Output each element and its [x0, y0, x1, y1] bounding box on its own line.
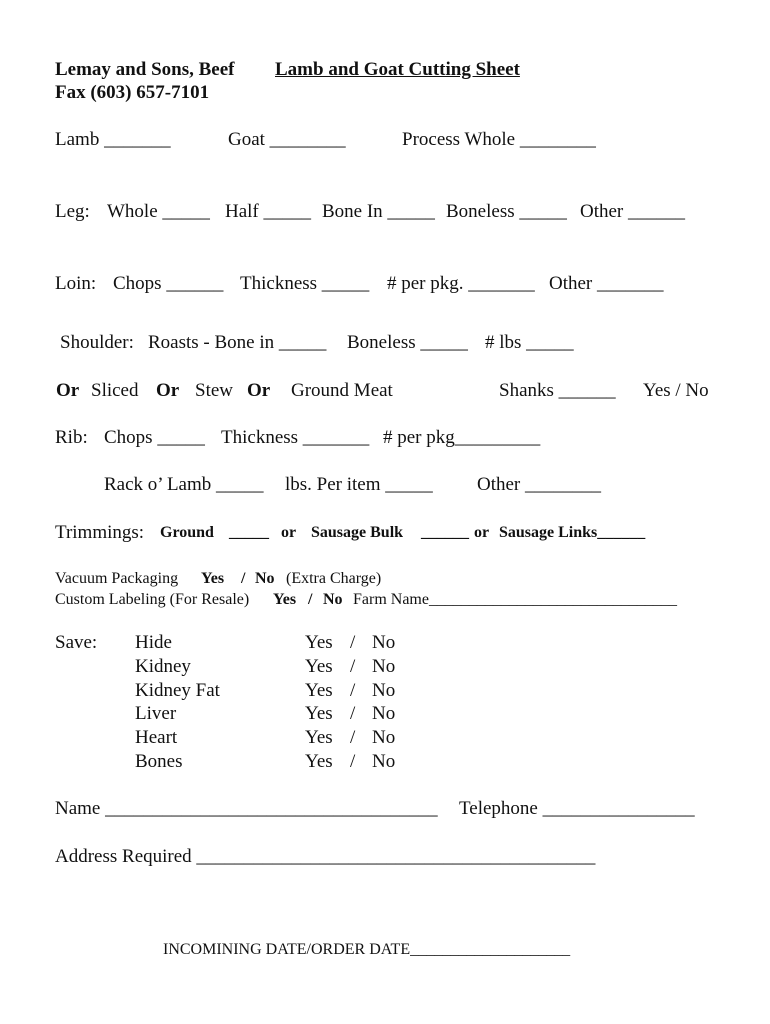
leg-whole-field[interactable]: Whole _____ [107, 201, 210, 222]
loin-label: Loin: [55, 273, 97, 294]
save-yes[interactable]: Yes [305, 680, 333, 701]
goat-field[interactable]: Goat ________ [228, 129, 346, 150]
trimmings-sausage-links[interactable]: Sausage Links______ [499, 524, 646, 541]
rib-thickness-field[interactable]: Thickness _______ [221, 427, 370, 448]
incoming-order-date-field[interactable]: INCOMINING DATE/ORDER DATE____________________ [163, 941, 571, 958]
address-field[interactable]: Address Required __________________________________________ [55, 846, 596, 867]
shoulder-lbs-field[interactable]: # lbs _____ [485, 332, 574, 353]
page-title: Lamb and Goat Cutting Sheet [275, 59, 520, 80]
process-whole-field[interactable]: Process Whole ________ [402, 129, 596, 150]
rib-chops-field[interactable]: Chops _____ [104, 427, 205, 448]
loin-other-field[interactable]: Other _______ [549, 273, 664, 294]
shanks-field[interactable]: Shanks ______ [499, 380, 616, 401]
or-label: Or [56, 380, 80, 401]
shanks-yes-no[interactable]: Yes / No [643, 380, 709, 401]
custom-labeling-no[interactable]: No [323, 591, 343, 608]
rack-other-field[interactable]: Other ________ [477, 474, 602, 495]
lbs-per-item-field[interactable]: lbs. Per item _____ [285, 474, 433, 495]
company-name: Lemay and Sons, Beef [55, 59, 235, 80]
vacuum-yes[interactable]: Yes [201, 570, 225, 587]
vacuum-extra-charge: (Extra Charge) [286, 570, 382, 587]
trimmings-ground: Ground [160, 524, 214, 541]
save-no[interactable]: No [372, 680, 396, 701]
shoulder-boneless-field[interactable]: Boneless _____ [347, 332, 468, 353]
save-yes[interactable]: Yes [305, 656, 333, 677]
vacuum-no[interactable]: No [255, 570, 275, 587]
save-yes[interactable]: Yes [305, 751, 333, 772]
save-slash: / [350, 751, 356, 772]
save-item-name: Liver [135, 703, 177, 724]
custom-labeling-slash: / [308, 591, 313, 608]
trimmings-or: or [474, 524, 490, 541]
save-item-name: Bones [135, 751, 183, 772]
vacuum-slash: / [241, 570, 246, 587]
save-item-name: Heart [135, 727, 178, 748]
trimmings-sausage-bulk-blank[interactable]: ______ [421, 524, 469, 541]
save-item-name: Kidney [135, 656, 191, 677]
trimmings-label: Trimmings: [55, 522, 145, 543]
save-item-name: Kidney Fat [135, 680, 220, 701]
leg-bone-in-field[interactable]: Bone In _____ [322, 201, 435, 222]
leg-label: Leg: [55, 201, 90, 222]
fax-number: Fax (603) 657-7101 [55, 82, 210, 103]
save-slash: / [350, 632, 356, 653]
save-no[interactable]: No [372, 751, 396, 772]
custom-labeling-label: Custom Labeling (For Resale) [55, 591, 250, 608]
save-slash: / [350, 703, 356, 724]
sliced-option[interactable]: Sliced [91, 380, 139, 401]
or-label: Or [156, 380, 180, 401]
leg-half-field[interactable]: Half _____ [225, 201, 312, 222]
shoulder-label: Shoulder: [60, 332, 134, 353]
trimmings-sausage-bulk: Sausage Bulk [311, 524, 404, 541]
save-yes[interactable]: Yes [305, 632, 333, 653]
ground-meat-option[interactable]: Ground Meat [291, 380, 393, 401]
save-no[interactable]: No [372, 703, 396, 724]
save-no[interactable]: No [372, 632, 396, 653]
save-no[interactable]: No [372, 656, 396, 677]
lamb-field[interactable]: Lamb _______ [55, 129, 171, 150]
rib-per-pkg-field[interactable]: # per pkg_________ [383, 427, 541, 448]
loin-chops-field[interactable]: Chops ______ [113, 273, 224, 294]
save-item-name: Hide [135, 632, 172, 653]
save-label: Save: [55, 632, 98, 653]
save-slash: / [350, 656, 356, 677]
or-label: Or [247, 380, 271, 401]
shoulder-roasts-bone-in-field[interactable]: Roasts - Bone in _____ [148, 332, 327, 353]
save-yes[interactable]: Yes [305, 727, 333, 748]
save-yes[interactable]: Yes [305, 703, 333, 724]
custom-labeling-yes[interactable]: Yes [273, 591, 297, 608]
vacuum-packaging-label: Vacuum Packaging [55, 570, 179, 587]
rib-label: Rib: [55, 427, 88, 448]
loin-per-pkg-field[interactable]: # per pkg. _______ [387, 273, 535, 294]
trimmings-or: or [281, 524, 297, 541]
leg-boneless-field[interactable]: Boneless _____ [446, 201, 567, 222]
trimmings-ground-blank[interactable]: _____ [229, 524, 269, 541]
telephone-field[interactable]: Telephone ________________ [459, 798, 695, 819]
save-slash: / [350, 680, 356, 701]
loin-thickness-field[interactable]: Thickness _____ [240, 273, 370, 294]
stew-option[interactable]: Stew [195, 380, 233, 401]
leg-other-field[interactable]: Other ______ [580, 201, 686, 222]
rack-of-lamb-field[interactable]: Rack o’ Lamb _____ [104, 474, 264, 495]
name-field[interactable]: Name ___________________________________ [55, 798, 438, 819]
farm-name-field[interactable]: Farm Name_______________________________ [353, 591, 677, 608]
save-slash: / [350, 727, 356, 748]
save-no[interactable]: No [372, 727, 396, 748]
